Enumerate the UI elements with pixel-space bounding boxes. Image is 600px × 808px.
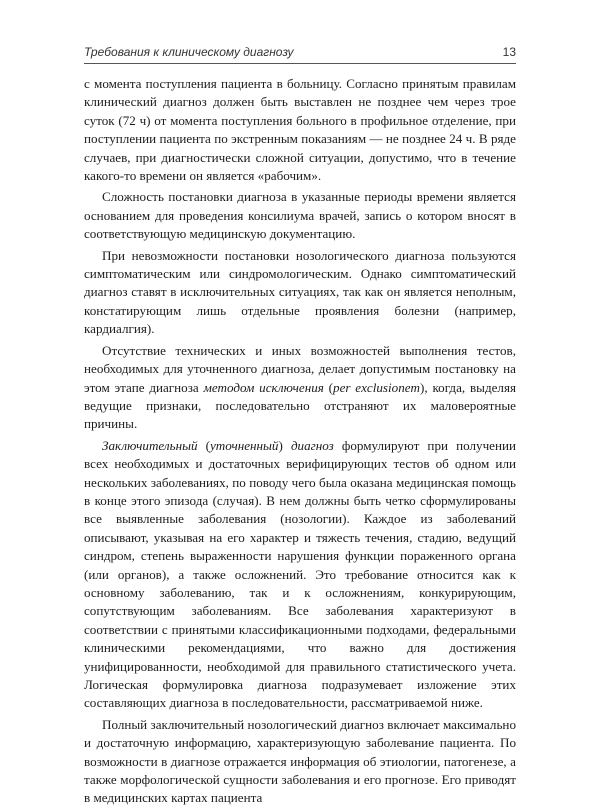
paragraph-5-text-a: ( [197,437,210,453]
header-rule [84,63,516,64]
paragraph-5-text-c: формулируют при получении всех необходимых и достаточных верифицирующих тестов об одном или нескольких заболеваниях, по поводу чего была оказана медицинская помощь в конце этого эпизода (случая). В нем должны быть четко сформулированы все выявленные заболевания (нозологии). Каждое из заболеваний описывают, указывая на его характер и тяжесть течения, стадию, ведущий синдром, степень выраженности нарушения функции пораженного органа (или органов), а также осложнений. Это требование относится как к основному заболеванию, так и к осложнениям, конкурирующим, сопутствующим заболеваниям. Все заболевания характеризуют в соответствии с принятыми классификационными подходами, федеральными клиническими рекомендациями, что важно для достижения унифицированности, необходимой для правильного статистического учета. Логическая формулировка диагноза подразумевает изложение этих составляющих диагноза в последовательности, рассматриваемой ниже. [84,437,517,711]
paragraph-3: При невозможности постановки нозологического диагноза пользуются симптоматическим или синдромологическим. Однако симптоматический диагноз ставят в исключительных ситуациях, так как он является неполным, констатирующим лишь отдельные проявления болезни (например, кардиалгия). [84,247,516,337]
paragraph-5-text-b: ) [278,437,291,453]
paragraph-4 [84,342,516,434]
page-number: 13 [502,45,516,59]
paragraph-1: с момента поступления пациента в больницу. Согласно принятым правилам клинический диагноз должен быть выставлен не позднее чем через трое суток (72 ч) от момента поступления больного в профильное отделение, при поступлении пациента по экстренным показаниям — не позднее 24 ч. В ряде случаев, при диагностически сложной ситуации, допустимо, что в течение какого-то времени он является «рабочим». [84,76,516,184]
paragraph-6: Полный заключительный нозологический диагноз включает максимально и достаточную информацию, характеризующую заболевание пациента. По возможности в диагнозе отражается информация об этиологии, патогенезе, а также морфологической сущности заболевания и его прогнозе. Его приводят в медицинских картах пациента [84,716,516,806]
term-refined: уточненный [210,437,279,453]
paragraph-2: Сложность постановки диагноза в указанные периоды времени является основанием для проведения консилиума врачей, запись о котором вносят в соответствующую медицинскую документацию. [84,189,516,242]
running-head [84,45,516,59]
term-diagnosis: диагноз [290,437,334,453]
term-per-exclusionem: per exclusionem [333,379,421,395]
term-final: Заключительный [102,437,198,453]
paragraph-5 [84,437,516,713]
paragraph-4-text-c: ), когда, выделяя ведущие признаки, последовательно отстраняют их маловероятные причины. [84,379,517,432]
body-text [84,75,516,808]
paragraph-4-text-b: ( [323,379,334,395]
paragraph-4-text-a: Отсутствие технических и иных возможностей выполнения тестов, необходимых для уточненного диагноза, делает допустимым постановку на этом этапе диагноза [84,342,516,395]
running-title: Требования к клиническому диагнозу [84,45,294,59]
term-method-of-exclusion: методом исключения [203,379,324,395]
